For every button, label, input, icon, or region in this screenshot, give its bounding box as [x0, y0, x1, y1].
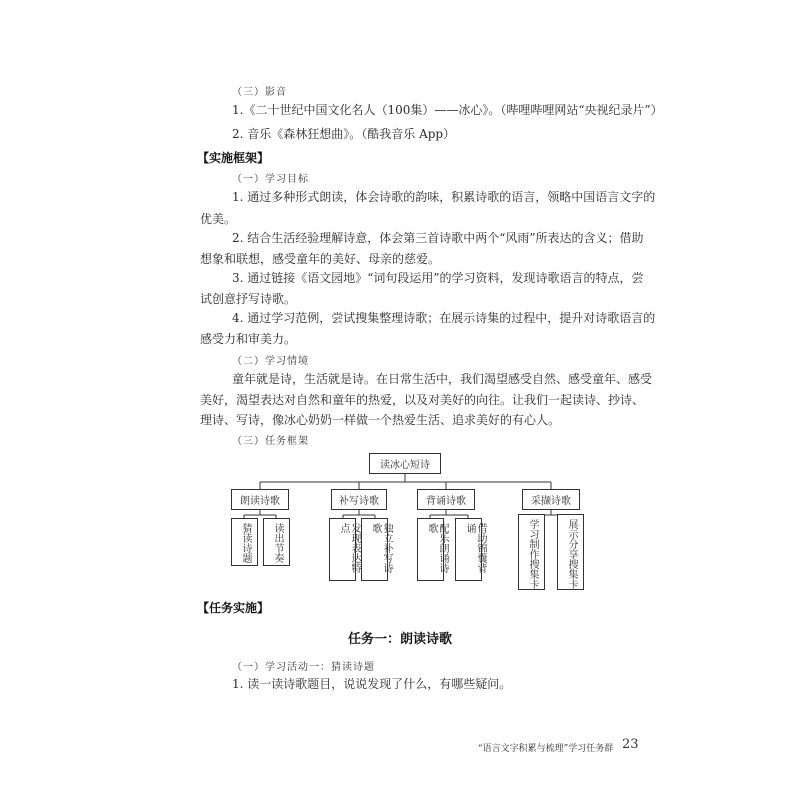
task-node-read-aloud: 朗读诗歌 — [231, 489, 289, 510]
media-heading: （三）影音 — [232, 87, 287, 98]
media-item-2: 2. 音乐《森林狂想曲》。（酷我音乐 App） — [232, 127, 456, 141]
sub-node — [417, 518, 448, 581]
goal-3-line-2: 试创意抒写诗歌。 — [200, 292, 297, 306]
goal-1-line-2: 优美。 — [200, 212, 237, 226]
situation-line-3: 理诗、写诗，像冰心奶奶一样做一个热爱生活、追求美好的有心人。 — [200, 413, 561, 427]
situation-heading: （二）学习情境 — [232, 356, 309, 367]
situation-line-2: 美好，渴望表达对自然和童年的热爱，以及对美好的向往。让我们一起读诗、抄诗、 — [200, 393, 645, 407]
goal-2-line-2: 想象和联想，感受童年的美好、母亲的慈爱。 — [200, 252, 441, 266]
activity-heading: （一）学习活动一：猜读诗题 — [232, 662, 375, 673]
sub-node — [231, 518, 258, 566]
goals-heading: （一）学习目标 — [232, 174, 309, 185]
footer-text: “语言文字积累与梳理”学习任务群 — [478, 744, 614, 754]
task-framework-heading: （三）任务框架 — [232, 436, 309, 447]
sub-node-label: 配乐朗诵诗歌 — [426, 523, 448, 573]
goal-4-line-2: 感受力和审美力。 — [200, 332, 297, 346]
goal-2-line-1: 2. 结合生活经验理解诗意，体会第三首诗歌中两个“风雨”所表达的含义；借助 — [232, 231, 644, 245]
framework-heading: 【实施框架】 — [197, 151, 270, 165]
task-node-collect: 采撷诗歌 — [522, 489, 580, 510]
sub-node-label: 发现表达特点 — [338, 523, 360, 573]
goal-3-line-1: 3. 通过链接《语文园地》“词句段运用”的学习资料，发现诗歌语言的特点，尝 — [232, 271, 644, 285]
sub-node — [557, 514, 584, 590]
sub-node-label: 读出节奏 — [272, 523, 283, 563]
goal-4-line-1: 4. 通过学习范例，尝试搜集整理诗歌；在展示诗集的过程中，提升对诗歌语言的 — [232, 311, 656, 325]
media-item-1: 1.《二十世纪中国文化名人（100集）——冰心》。（哔哩哔哩网站“央视纪录片”） — [232, 103, 663, 117]
situation-line-1: 童年就是诗，生活就是诗。在日常生活中，我们渴望感受自然、感受童年、感受 — [232, 372, 653, 386]
sub-node — [455, 518, 486, 581]
sub-node — [361, 518, 392, 581]
sub-node-label: 借助锦囊背诵 — [464, 523, 486, 573]
sub-node-label: 展示分享搜集卡 — [566, 519, 577, 589]
implementation-heading: 【任务实施】 — [197, 601, 270, 615]
task-node-recite: 背诵诗歌 — [417, 489, 475, 510]
goal-1-line-1: 1. 通过多种形式朗读，体会诗歌的韵味，积累诗歌的语言，领略中国语言文字的 — [232, 190, 656, 204]
sub-node-label: 独立补写诗歌 — [370, 523, 392, 573]
diagram-root-node: 读冰心短诗 — [369, 453, 441, 474]
activity-item-1: 1. 读一读诗歌题目，说说发现了什么，有哪些疑问。 — [232, 677, 512, 691]
task-title: 任务一：朗读诗歌 — [347, 632, 452, 647]
sub-node — [329, 518, 360, 581]
sub-node — [263, 518, 290, 566]
page-number: 23 — [622, 737, 639, 752]
sub-node — [518, 514, 545, 590]
task-node-complete-poem: 补写诗歌 — [331, 489, 387, 510]
sub-node-label: 猜读诗题 — [240, 523, 251, 563]
sub-node-label: 学习制作搜集卡 — [527, 519, 538, 589]
